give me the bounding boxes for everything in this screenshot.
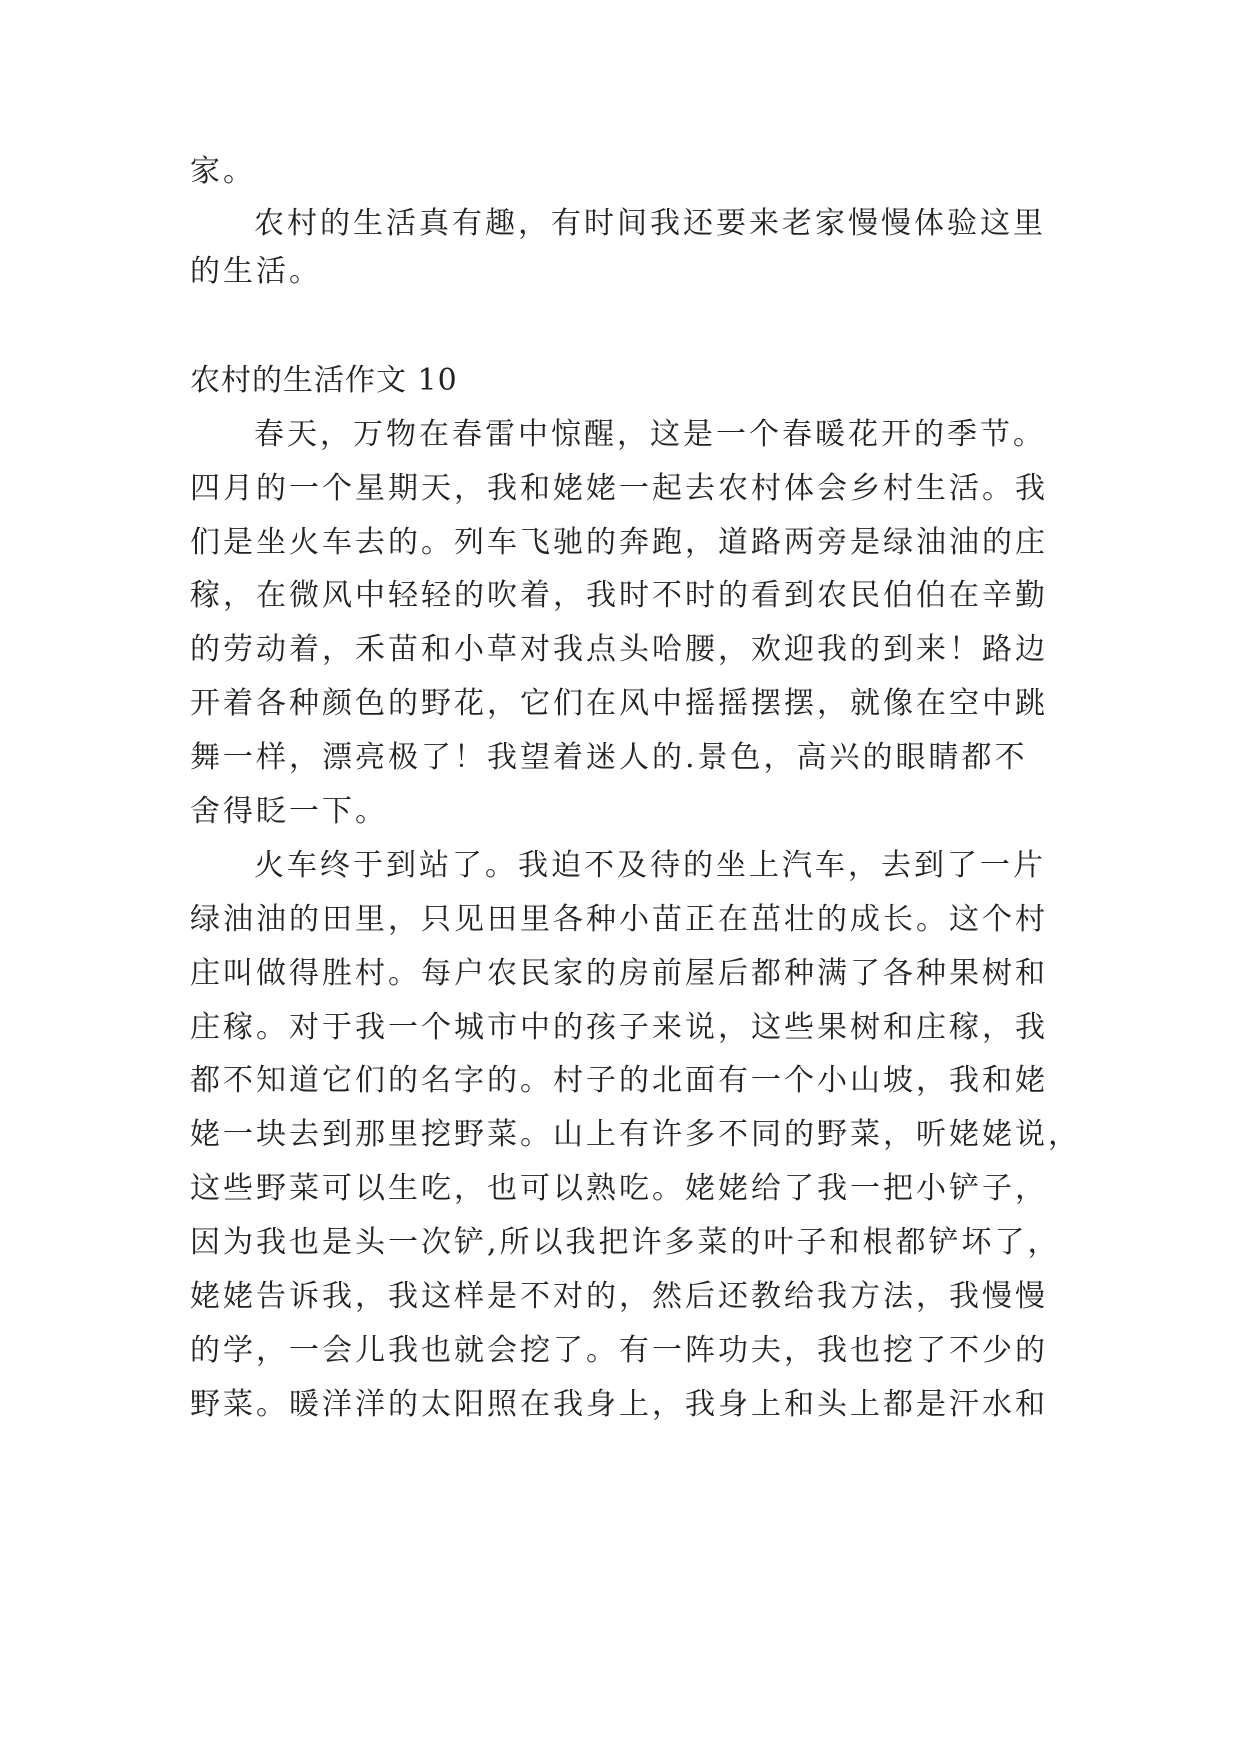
text-line: 这些野菜可以生吃，也可以熟吃。姥姥给了我一把小铲子， xyxy=(190,1171,1048,1206)
text-line: 开着各种颜色的野花，它们在风中摇摇摆摆，就像在空中跳 xyxy=(190,686,1048,721)
text-line: 家。 xyxy=(190,154,256,189)
text-line: 舍得眨一下。 xyxy=(190,794,388,829)
text-line: 庄稼。对于我一个城市中的孩子来说，这些果树和庄稼，我 xyxy=(190,1010,1048,1045)
text-line: 姥一块去到那里挖野菜。山上有许多不同的野菜，听姥姥说， xyxy=(190,1117,1081,1152)
text-line: 绿油油的田里，只见田里各种小苗正在茁壮的成长。这个村 xyxy=(190,902,1048,937)
text-line: 们是坐火车去的。列车飞驰的奔跑，道路两旁是绿油油的庄 xyxy=(190,525,1048,560)
text-line: 农村的生活真有趣，有时间我还要来老家慢慢体验这里 xyxy=(254,206,1046,241)
text-line: 四月的一个星期天，我和姥姥一起去农村体会乡村生活。我 xyxy=(190,471,1048,506)
text-line: 因为我也是头一次铲,所以我把许多菜的叶子和根都铲坏了， xyxy=(190,1225,1061,1260)
text-line: 的劳动着，禾苗和小草对我点头哈腰，欢迎我的到来！路边 xyxy=(190,632,1048,667)
text-line: 的学，一会儿我也就会挖了。有一阵功夫，我也挖了不少的 xyxy=(190,1333,1048,1368)
text-line: 庄叫做得胜村。每户农民家的房前屋后都种满了各种果树和 xyxy=(190,956,1048,991)
text-line: 春天，万物在春雷中惊醒，这是一个春暖花开的季节。 xyxy=(254,417,1046,452)
text-line: 野菜。暖洋洋的太阳照在我身上，我身上和头上都是汗水和 xyxy=(190,1387,1048,1422)
text-line: 火车终于到站了。我迫不及待的坐上汽车，去到了一片 xyxy=(254,848,1046,883)
section-title: 农村的生活作文 10 xyxy=(190,363,458,398)
text-line: 的生活。 xyxy=(190,254,322,289)
text-line: 姥姥告诉我，我这样是不对的，然后还教给我方法，我慢慢 xyxy=(190,1279,1048,1314)
text-line: 都不知道它们的名字的。村子的北面有一个小山坡，我和姥 xyxy=(190,1063,1048,1098)
text-line: 舞一样，漂亮极了！我望着迷人的.景色，高兴的眼睛都不 xyxy=(190,740,1028,775)
text-line: 稼，在微风中轻轻的吹着，我时不时的看到农民伯伯在辛勤 xyxy=(190,578,1048,613)
